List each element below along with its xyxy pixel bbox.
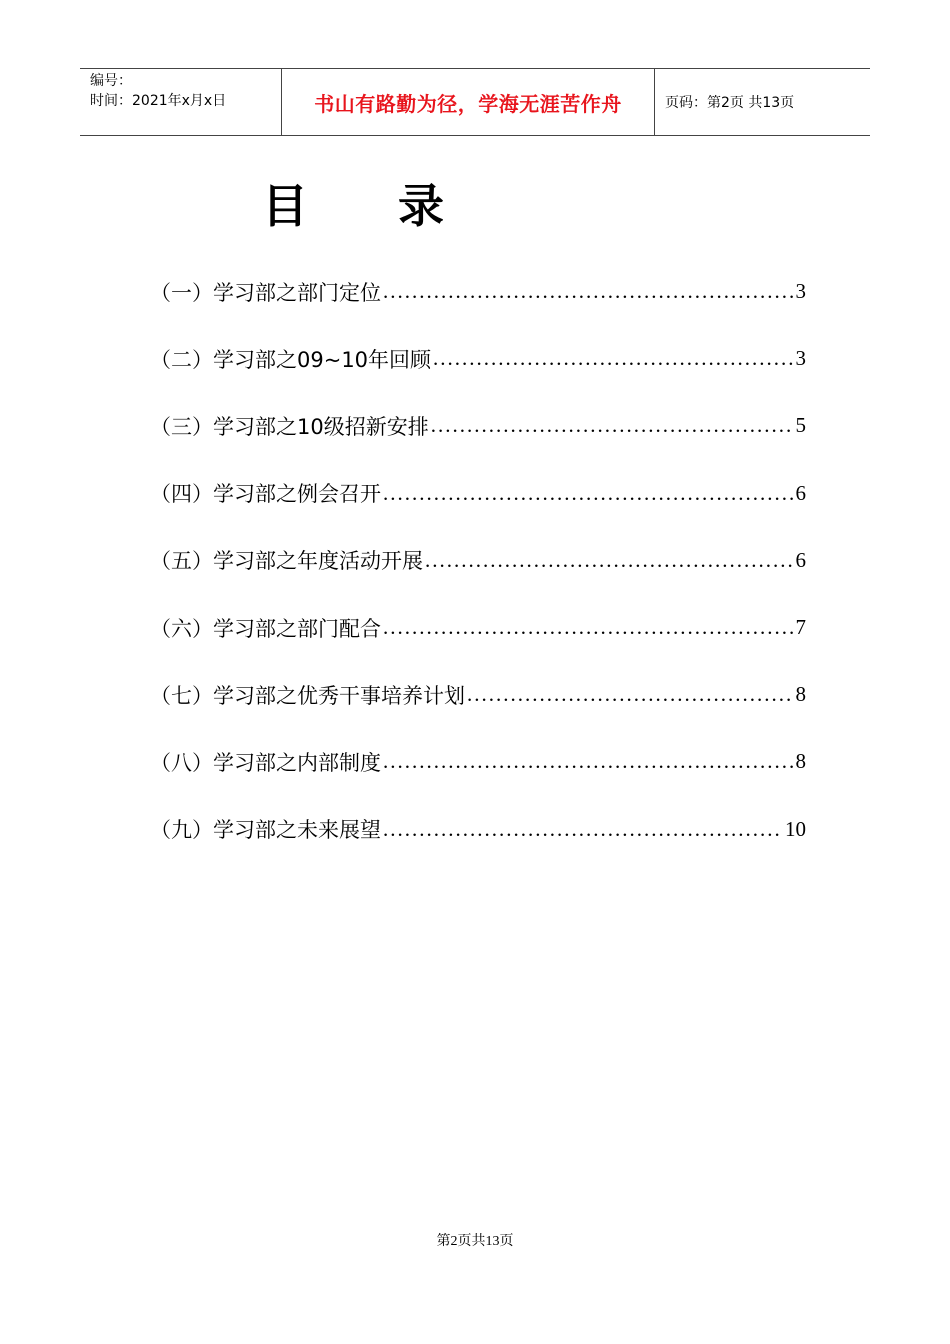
toc-leader-dots bbox=[467, 682, 794, 707]
toc-leader-dots bbox=[431, 413, 794, 438]
toc-entry-page: 3 bbox=[795, 346, 806, 371]
toc-leader-dots bbox=[383, 481, 794, 506]
toc-entry[interactable] bbox=[150, 661, 806, 728]
page-footer: 第2页共13页 bbox=[436, 1234, 514, 1249]
header-meta bbox=[80, 69, 282, 135]
toc-entry-page: 6 bbox=[795, 480, 806, 505]
toc-entry-label: （五）学习部之年度活动开展 bbox=[150, 549, 423, 574]
toc-entry[interactable] bbox=[150, 325, 806, 392]
toc-entry-page: 5 bbox=[795, 413, 806, 438]
toc-leader-dots bbox=[425, 548, 794, 573]
toc-leader-dots bbox=[383, 749, 794, 774]
toc-leader-dots bbox=[383, 615, 794, 640]
toc-leader-dots bbox=[383, 817, 783, 842]
toc-entry-label: （四）学习部之例会召开 bbox=[150, 482, 381, 507]
header-page-info: 页码：第2页 共13页 bbox=[665, 95, 795, 111]
page-header bbox=[80, 68, 870, 136]
toc-entry-page: 3 bbox=[795, 279, 806, 304]
document-number-label: 编号： bbox=[90, 73, 132, 89]
toc-entry-label: （三）学习部之10级招新安排 bbox=[150, 414, 429, 439]
toc-entry-page: 10 bbox=[785, 816, 806, 841]
toc-entry-page: 8 bbox=[795, 682, 806, 707]
toc-entry-label: （六）学习部之部门配合 bbox=[150, 616, 381, 641]
toc-entry[interactable] bbox=[150, 460, 806, 527]
toc-entry[interactable] bbox=[150, 258, 806, 325]
toc-entry[interactable] bbox=[150, 594, 806, 661]
toc-entry-label: （八）学习部之内部制度 bbox=[150, 750, 381, 775]
toc-entry-page: 7 bbox=[795, 615, 806, 640]
toc-entry[interactable] bbox=[150, 527, 806, 594]
toc-entry[interactable] bbox=[150, 728, 806, 795]
toc-entry[interactable] bbox=[150, 392, 806, 459]
toc-entry[interactable] bbox=[150, 796, 806, 863]
table-of-contents bbox=[150, 258, 806, 863]
toc-entry-label: （九）学习部之未来展望 bbox=[150, 818, 381, 843]
toc-entry-page: 8 bbox=[795, 749, 806, 774]
toc-entry-label: （二）学习部之09~10年回顾 bbox=[150, 347, 432, 372]
toc-title: 目录 bbox=[262, 179, 534, 233]
toc-entry-label: （一）学习部之部门定位 bbox=[150, 280, 381, 305]
toc-leader-dots bbox=[433, 346, 793, 371]
document-time-label: 时间：2021年x月x日 bbox=[90, 93, 227, 109]
header-motto: 书山有路勤为径，学海无涯苦作舟 bbox=[282, 69, 655, 135]
toc-entry-label: （七）学习部之优秀干事培养计划 bbox=[150, 683, 465, 708]
toc-entry-page: 6 bbox=[795, 547, 806, 572]
toc-leader-dots bbox=[383, 279, 794, 304]
